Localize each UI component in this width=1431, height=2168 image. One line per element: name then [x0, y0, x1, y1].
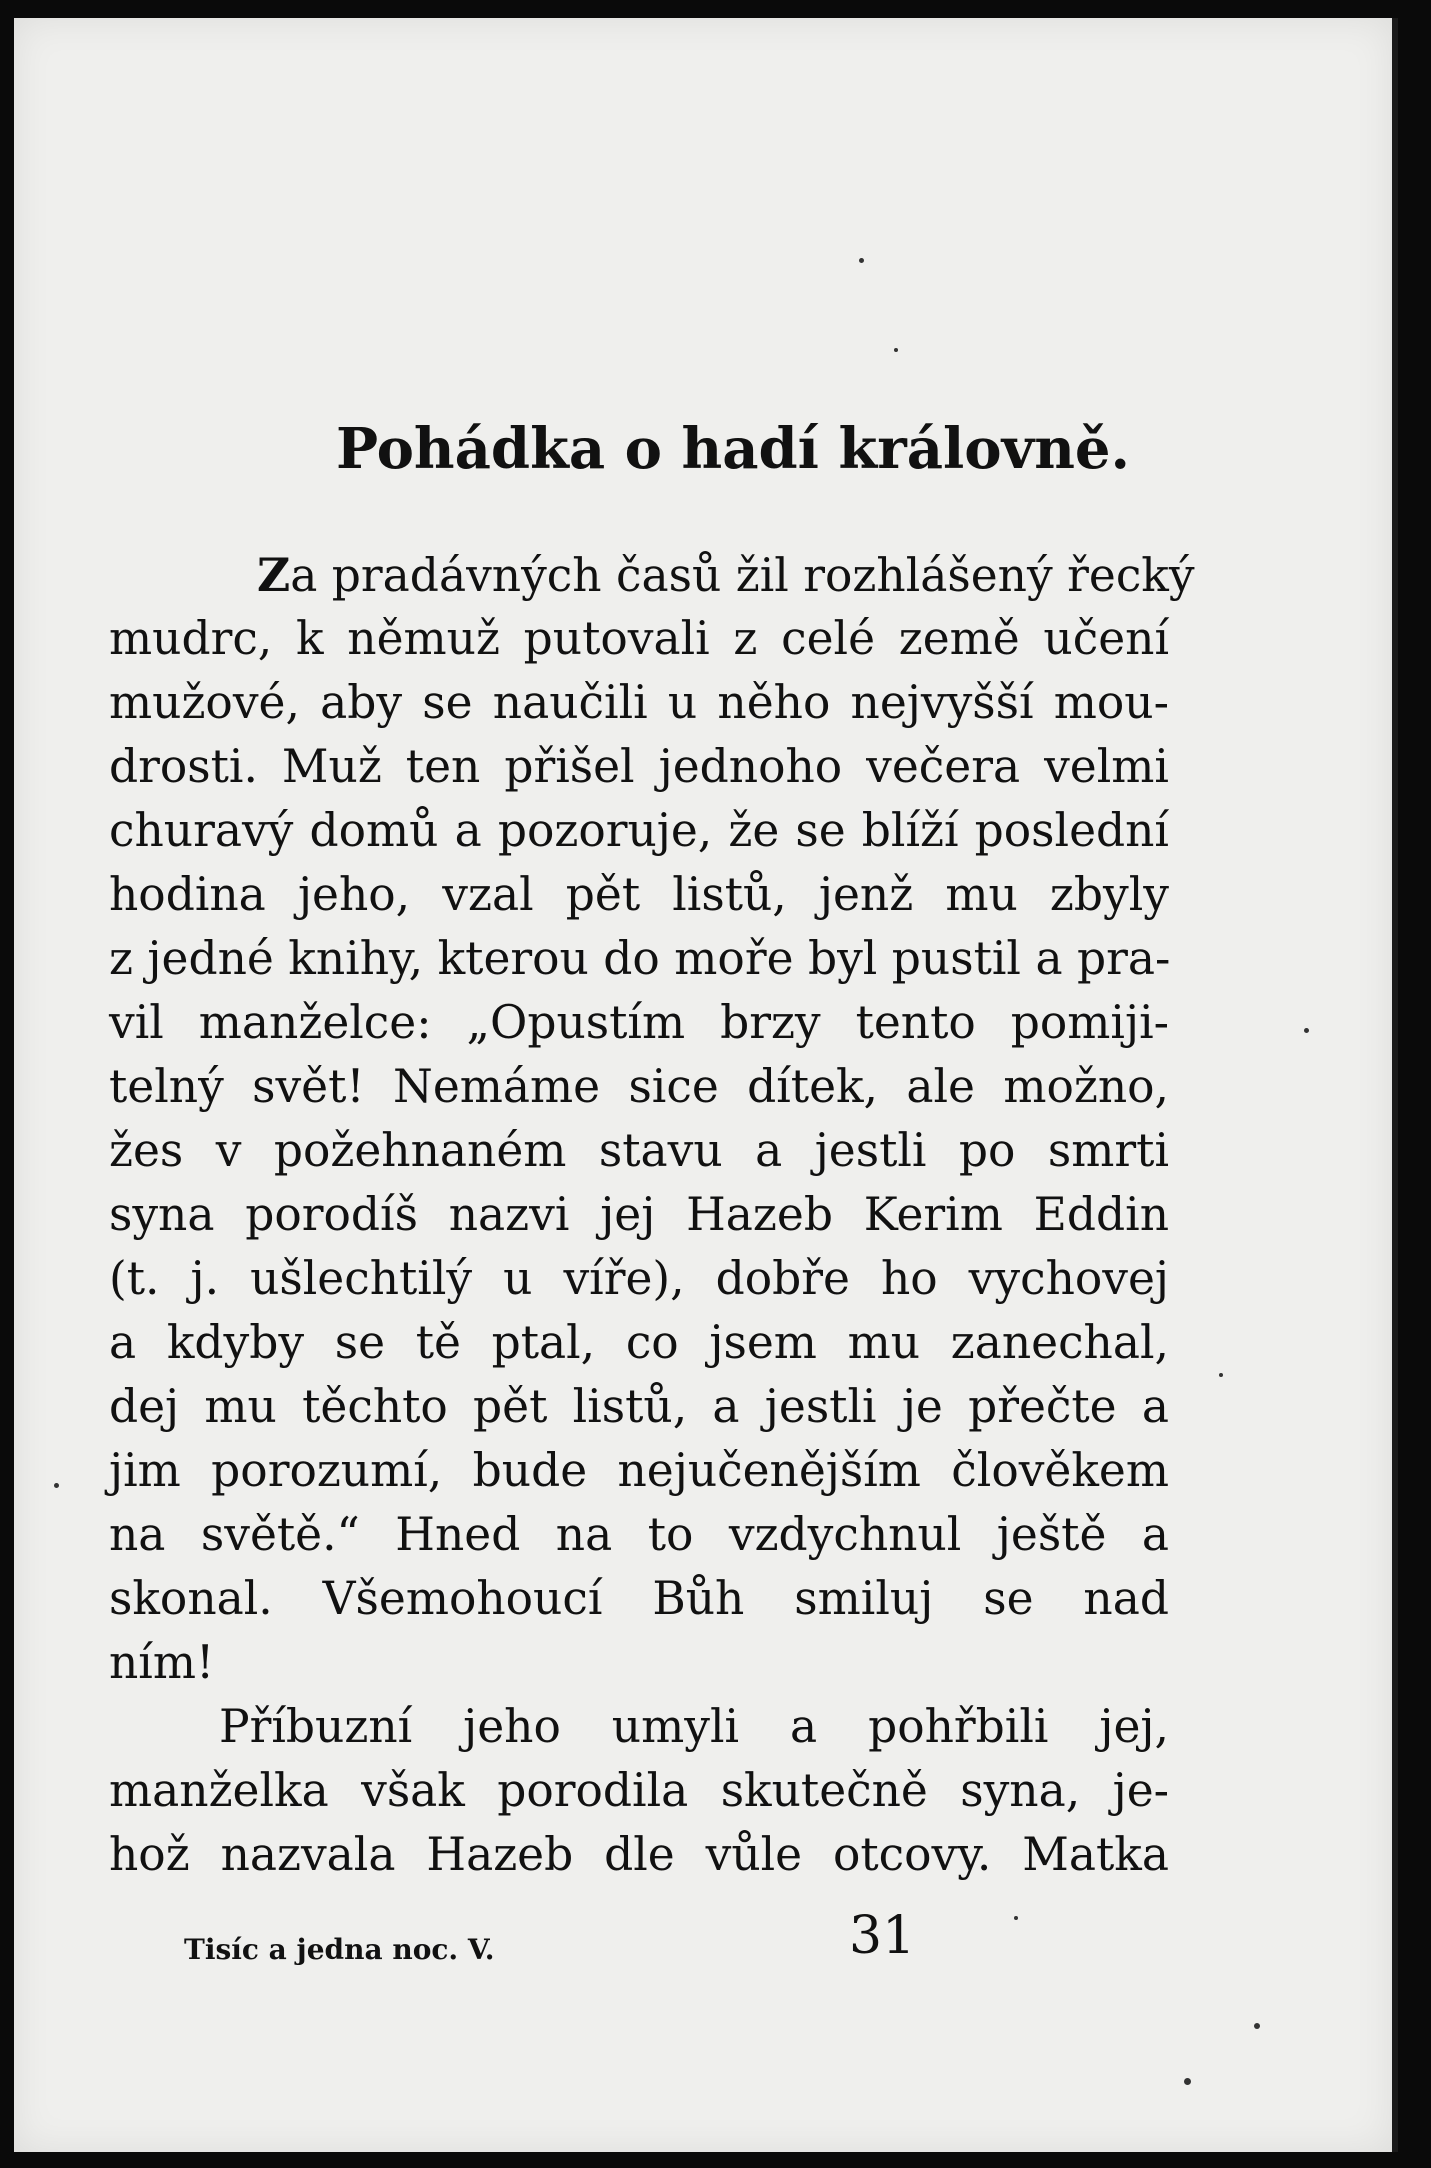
dust-speck: [1254, 2023, 1260, 2029]
text-line: churavý domů a pozoruje, že se blíží poslední: [109, 804, 1169, 857]
text-line: drosti. Muž ten přišel jednoho večera velmi: [109, 740, 1169, 793]
text-line: Příbuzní jeho umyli a pohřbili jej,: [219, 1700, 1169, 1753]
signature-mark: Tisíc a jedna noc. V.: [184, 1933, 495, 1966]
text-line: manželka však porodila skutečně syna, je-: [109, 1764, 1169, 1817]
text-line: z jedné knihy, kterou do moře byl pustil a pra-: [109, 932, 1171, 985]
text-line: (t. j. ušlechtilý u víře), dobře ho vychovej: [109, 1252, 1169, 1305]
text-line: dej mu těchto pět listů, a jestli je přečte a: [109, 1380, 1169, 1433]
text-line: hož nazvala Hazeb dle vůle otcovy. Matka: [109, 1828, 1169, 1881]
dust-speck: [54, 1483, 59, 1488]
text-line: jim porozumí, bude nejučenějším člověkem: [109, 1444, 1169, 1497]
text-line: hodina jeho, vzal pět listů, jenž mu zbyly: [109, 868, 1169, 921]
text-line: na světě.“ Hned na to vzdychnul ještě a: [109, 1508, 1169, 1561]
text-line: telný svět! Nemáme sice dítek, ale možno,: [109, 1060, 1169, 1113]
dust-speck: [1014, 1916, 1018, 1920]
page-number: 31: [849, 1906, 916, 1966]
dust-speck: [1304, 1028, 1309, 1033]
text-line: mudrc, k němuž putovali z celé země učení: [109, 612, 1169, 665]
text-line: žes v požehnaném stavu a jestli po smrti: [109, 1124, 1169, 1177]
story-title: Pohádka o hadí královně.: [335, 416, 1131, 482]
book-page: [14, 18, 1398, 2152]
body-text: [109, 543, 1195, 1887]
line-text: a pradávných časů žil rozhlášený řecký: [290, 549, 1195, 602]
dust-speck: [1184, 2078, 1191, 2085]
dust-speck: [1219, 1373, 1223, 1377]
dust-speck: [894, 348, 898, 352]
text-line: [109, 543, 1195, 607]
text-line: vil manželce: „Opustím brzy tento pomiji-: [109, 996, 1169, 1049]
drop-capital: Z: [257, 548, 291, 602]
text-line: ním!: [109, 1636, 215, 1689]
text-line: mužové, aby se naučili u něho nejvyšší mou-: [109, 676, 1169, 729]
text-line: syna porodíš nazvi jej Hazeb Kerim Eddin: [109, 1188, 1169, 1241]
text-line: a kdyby se tě ptal, co jsem mu zanechal,: [109, 1316, 1169, 1369]
text-line: skonal. Všemohoucí Bůh smiluj se nad: [109, 1572, 1169, 1625]
dust-speck: [859, 258, 864, 263]
